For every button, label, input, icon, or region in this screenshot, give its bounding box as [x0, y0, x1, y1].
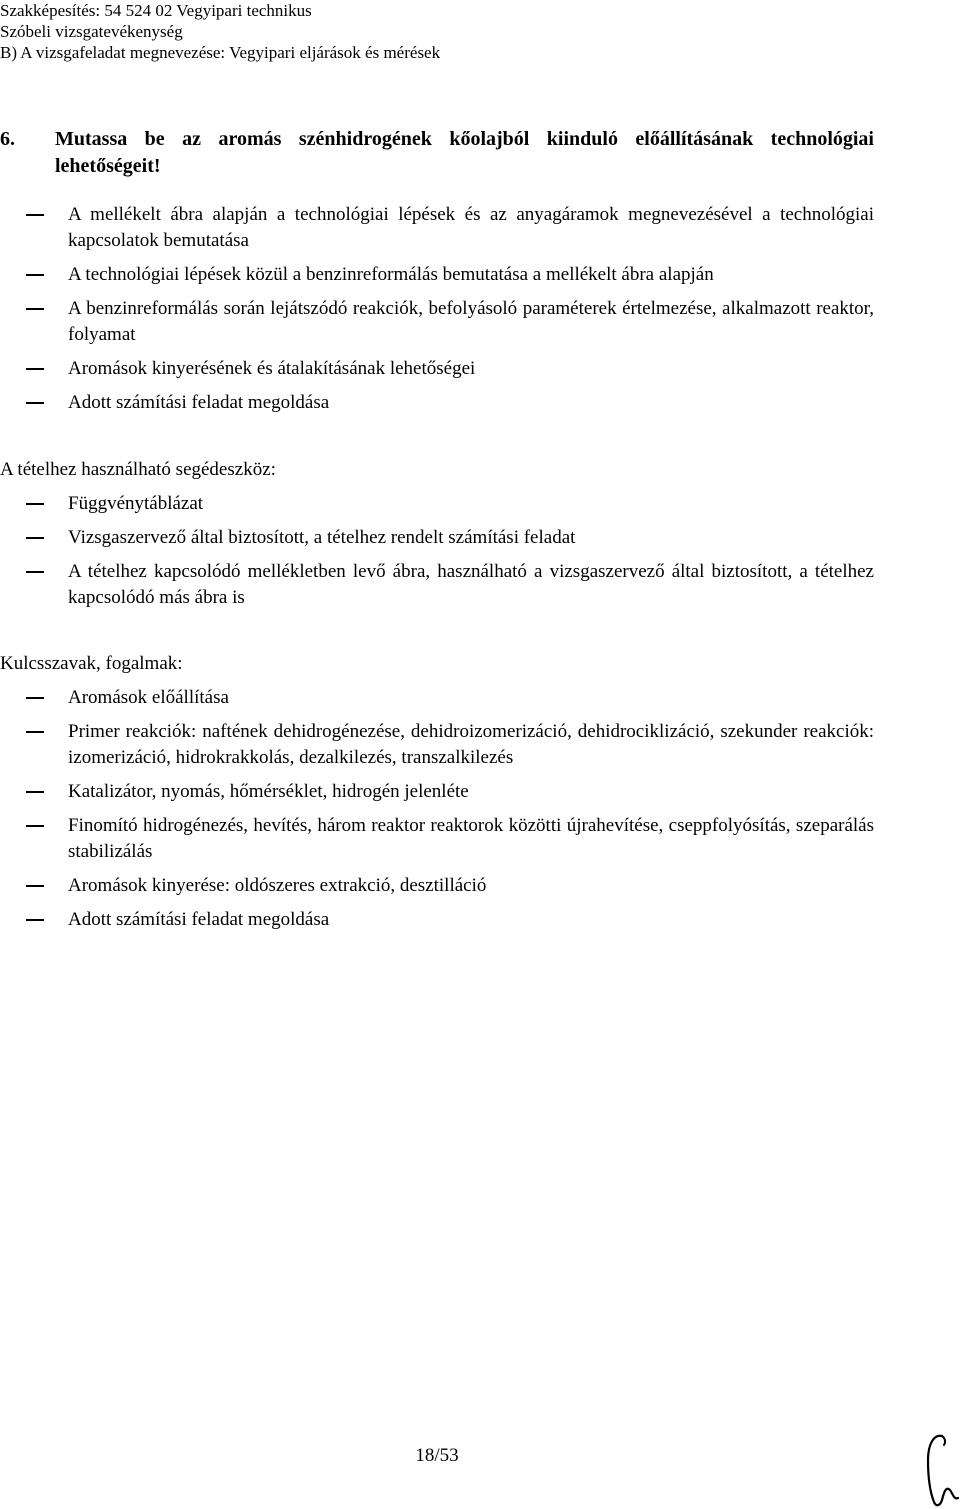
dash-bullet-icon [26, 731, 44, 733]
list-item: A tételhez kapcsolódó mellékletben levő ábra, használható a vizsgaszervező által biztosított, a tételhez kapcsolódó más ábra is [0, 559, 874, 611]
list-item: Adott számítási feladat megoldása [0, 907, 874, 933]
question-title [0, 126, 874, 180]
list-item: Katalizátor, nyomás, hőmérséklet, hidrogén jelenléte [0, 779, 874, 805]
question-number: 6. [0, 128, 15, 150]
list-item: Aromások előállítása [0, 685, 874, 711]
list-item: A benzinreformálás során lejátszódó reakciók, befolyásoló paraméterek értelmezése, alkalmazott reaktor, folyamat [0, 296, 874, 348]
dash-bullet-icon [26, 214, 44, 216]
list-item: A mellékelt ábra alapján a technológiai lépések és az anyagáramok megnevezésével a technológiai kapcsolatok bemutatása [0, 202, 874, 254]
task-list [0, 202, 874, 416]
list-item: Primer reakciók: naftének dehidrogénezése, dehidroizomerizáció, dehidrociklizáció, szekunder reakciók: izomerizáció, hidrokrakkolás, dezalkilezés, transzalkilezés [0, 719, 874, 771]
dash-bullet-icon [26, 368, 44, 370]
question-text: Mutassa be az aromás szénhidrogének kőolajból kiinduló előállításának technológiai lehetőségeit! [55, 128, 874, 177]
header-exam-type: Szóbeli vizsgatevékenység [0, 22, 183, 41]
tools-heading: A tételhez használható segédeszköz: [0, 459, 276, 480]
dash-bullet-icon [26, 274, 44, 276]
dash-bullet-icon [26, 885, 44, 887]
dash-bullet-icon [26, 503, 44, 505]
dash-bullet-icon [26, 308, 44, 310]
list-item: Vizsgaszervező által biztosított, a tételhez rendelt számítási feladat [0, 525, 874, 551]
keywords-list [0, 685, 874, 933]
tools-list [0, 491, 874, 611]
dash-bullet-icon [26, 919, 44, 921]
header-task-name: B) A vizsgafeladat megnevezése: Vegyipari eljárások és mérések [0, 43, 441, 62]
list-item: Finomító hidrogénezés, hevítés, három reaktor reaktorok közötti újrahevítése, cseppfolyósítás, szeparálás stabilizálás [0, 813, 874, 865]
list-item: Adott számítási feladat megoldása [0, 390, 874, 416]
dash-bullet-icon [26, 571, 44, 573]
header-qualification: Szakképesítés: 54 524 02 Vegyipari technikus [0, 1, 312, 20]
dash-bullet-icon [26, 825, 44, 827]
list-item: A technológiai lépések közül a benzinreformálás bemutatása a mellékelt ábra alapján [0, 262, 874, 288]
dash-bullet-icon [26, 537, 44, 539]
handwritten-signature-icon [918, 1430, 960, 1509]
dash-bullet-icon [26, 697, 44, 699]
dash-bullet-icon [26, 402, 44, 404]
dash-bullet-icon [26, 791, 44, 793]
list-item: Függvénytáblázat [0, 491, 874, 517]
document-header [0, 0, 960, 63]
page-number: 18/53 [415, 1445, 459, 1466]
list-item: Aromások kinyerése: oldószeres extrakció, desztilláció [0, 873, 874, 899]
list-item: Aromások kinyerésének és átalakításának lehetőségei [0, 356, 874, 382]
keywords-heading: Kulcsszavak, fogalmak: [0, 653, 183, 674]
